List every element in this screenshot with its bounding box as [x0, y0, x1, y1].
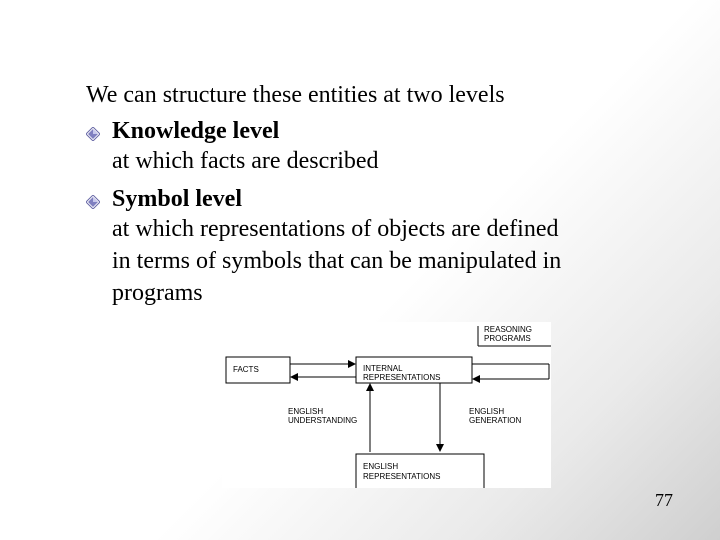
reasoning-label: REASONING — [484, 325, 533, 334]
intro-text: We can structure these entities at two levels — [86, 82, 505, 108]
page-number: 77 — [655, 490, 673, 510]
bullet-line: at which facts are described — [112, 148, 379, 174]
english-reps-label: REPRESENTATIONS — [363, 472, 441, 481]
understanding-label: UNDERSTANDING — [288, 416, 358, 425]
generation-label: GENERATION — [469, 416, 522, 425]
bullet-title-symbol: Symbol level — [112, 186, 242, 212]
english-representations-box — [356, 454, 484, 488]
facts-label: FACTS — [233, 365, 259, 374]
bullet-title-knowledge: Knowledge level — [112, 118, 280, 144]
diamond-bullet-icon — [86, 127, 100, 141]
understanding-label: ENGLISH — [288, 407, 324, 416]
bullet-line: programs — [112, 280, 203, 306]
bullet-line: at which representations of objects are defined — [112, 216, 559, 242]
internal-label: INTERNAL — [363, 364, 403, 373]
diamond-bullet-icon — [86, 195, 100, 209]
representation-diagram — [222, 322, 551, 488]
english-reps-label: ENGLISH — [363, 462, 399, 471]
generation-label: ENGLISH — [469, 407, 505, 416]
internal-label: REPRESENTATIONS — [363, 373, 441, 382]
bullet-line: in terms of symbols that can be manipulated in — [112, 248, 562, 274]
reasoning-label: PROGRAMS — [484, 334, 531, 343]
